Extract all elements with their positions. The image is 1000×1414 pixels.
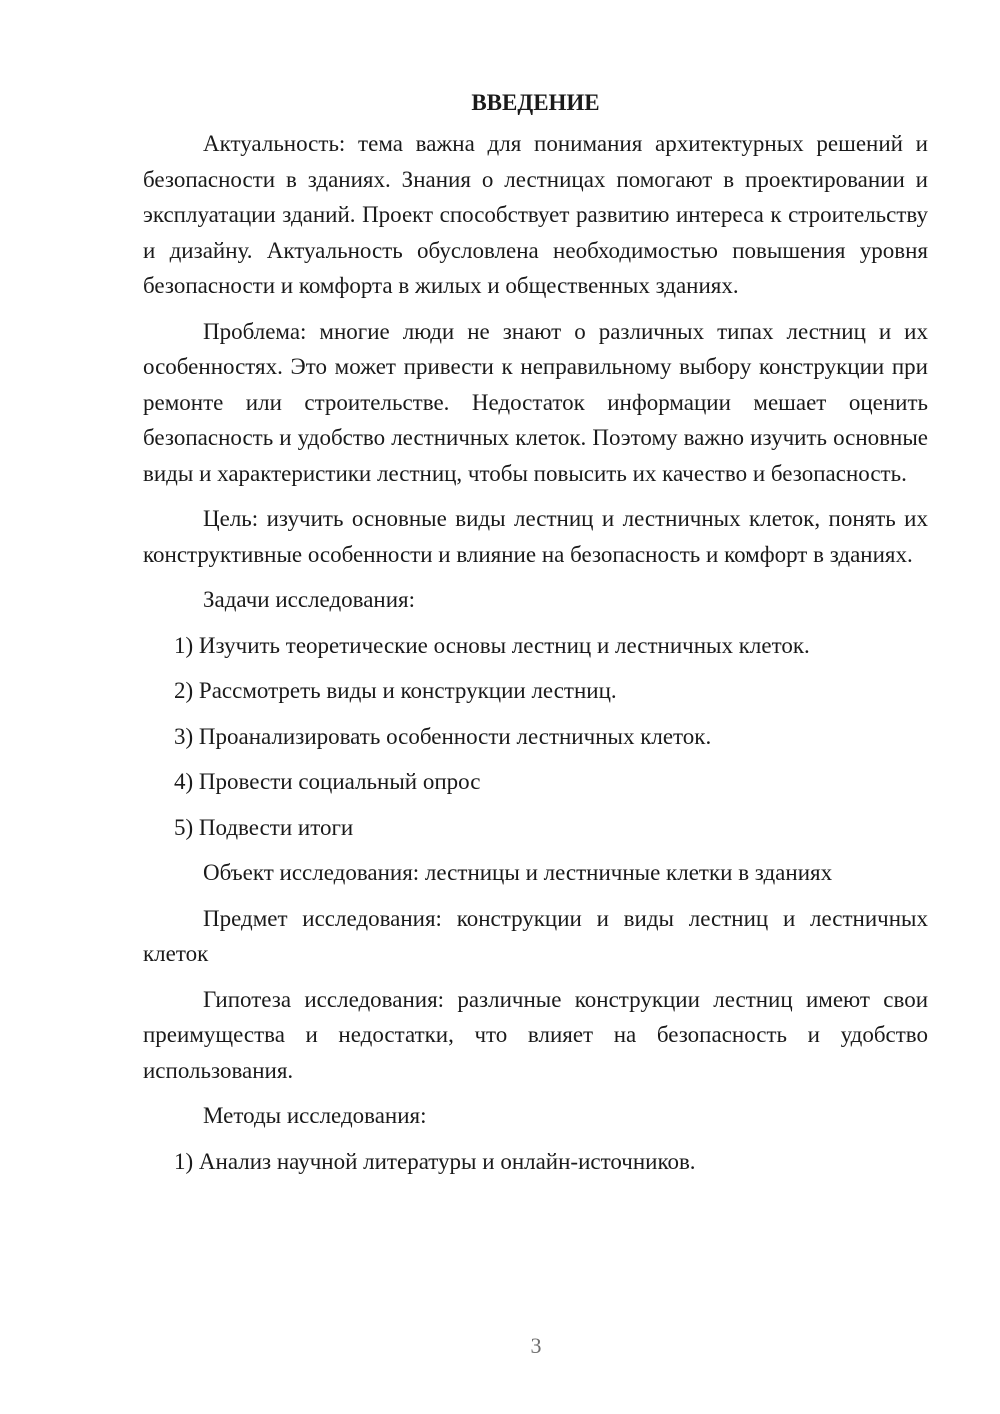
page-content	[143, 88, 928, 1189]
goal-paragraph: Цель: изучить основные виды лестниц и лестничных клеток, понять их конструктивные особенности и влияние на безопасность и комфорт в зданиях.	[143, 506, 928, 567]
relevance-paragraph: Актуальность: тема важна для понимания архитектурных решений и безопасности в зданиях. Знания о лестницах помогают в проектировании и эксплуатации зданий. Проект способствует развитию интереса к строительству и дизайну. Актуальность обусловлена необходимостью повышения уровня безопасности и комфорта в жилых и общественных зданиях.	[143, 131, 928, 298]
subject-paragraph: Предмет исследования: конструкции и виды лестниц и лестничных клеток	[143, 905, 928, 966]
task-item: 4) Провести социальный опрос	[174, 769, 481, 794]
method-item: 1) Анализ научной литературы и онлайн-источников.	[174, 1148, 696, 1174]
problem-paragraph: Проблема: многие люди не знают о различных типах лестниц и их особенностях. Это может привести к неправильному выбору конструкции при ремонте или строительстве. Недостаток информации мешает оценить безопасность и удобство лестничных клеток. Поэтому важно изучить основные виды и характеристики лестниц, чтобы повысить их качество и безопасность.	[143, 318, 928, 486]
task-item: 2) Рассмотреть виды и конструкции лестниц.	[174, 678, 617, 703]
methods-heading: Методы исследования:	[203, 1103, 427, 1128]
tasks-heading: Задачи исследования:	[203, 587, 416, 612]
task-item: 5) Подвести итоги	[174, 814, 354, 840]
task-item: 1) Изучить теоретические основы лестниц и лестничных клеток.	[174, 632, 810, 658]
page-number: 3	[530, 1333, 542, 1358]
object-paragraph: Объект исследования: лестницы и лестничные клетки в зданиях	[203, 860, 833, 885]
task-item: 3) Проанализировать особенности лестничных клеток.	[174, 723, 712, 749]
hypothesis-paragraph: Гипотеза исследования: различные конструкции лестниц имеют свои преимущества и недостатки, что влияет на безопасность и удобство использования.	[143, 986, 928, 1083]
page-title: ВВЕДЕНИЕ	[471, 90, 600, 115]
